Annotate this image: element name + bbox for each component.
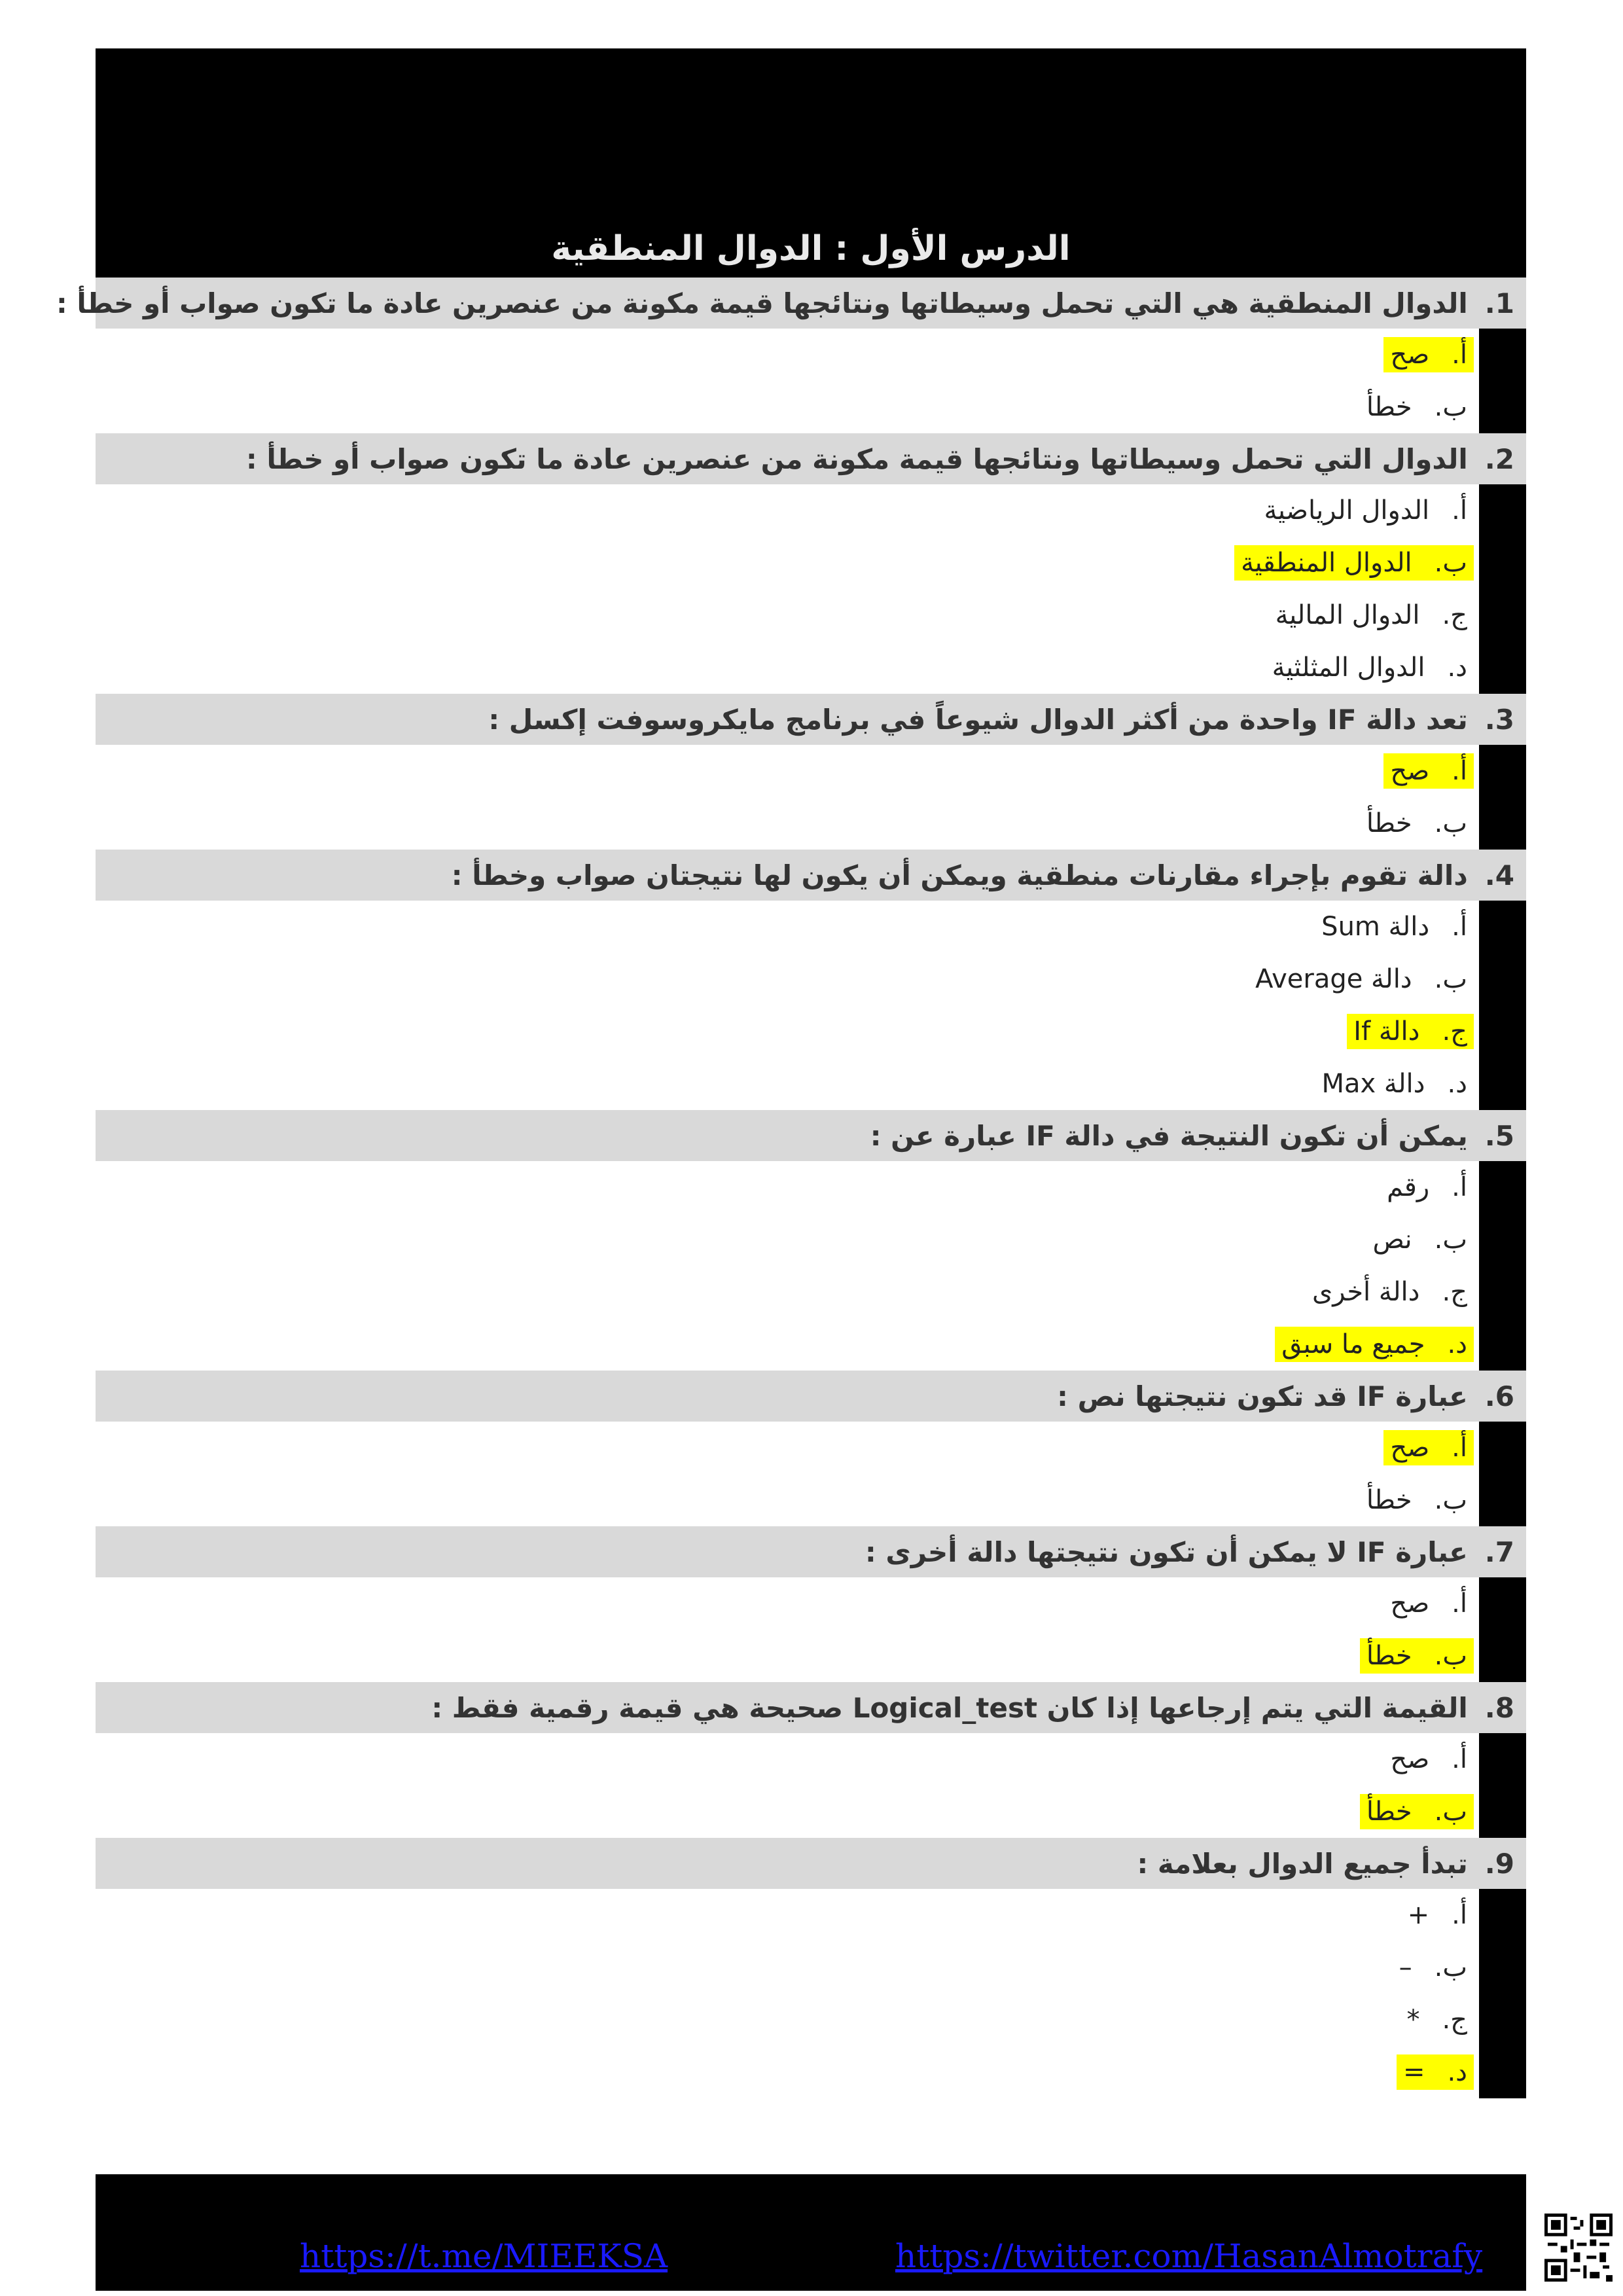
answer-option[interactable]: [96, 1889, 1526, 1941]
option-text: دالة Max: [1321, 1069, 1425, 1099]
option-letter: أ.: [1452, 495, 1467, 526]
answer-option[interactable]: [96, 1733, 1526, 1785]
option-letter: ب.: [1434, 964, 1467, 994]
question-number: 7.: [1484, 1535, 1514, 1568]
option-content: [1360, 1482, 1474, 1518]
option-text: دالة Average: [1255, 964, 1412, 994]
answer-option[interactable]: [96, 1577, 1526, 1630]
option-text: جميع ما سبق: [1281, 1329, 1425, 1359]
correct-answer-option[interactable]: [96, 745, 1526, 797]
options-group: [96, 745, 1526, 850]
answer-option[interactable]: [96, 381, 1526, 433]
option-text: صح: [1390, 1588, 1430, 1619]
answer-option[interactable]: [96, 1474, 1526, 1526]
option-side-bar: [1479, 901, 1526, 1110]
header-banner: [96, 48, 1526, 278]
twitter-link[interactable]: https://twitter.com/HasanAlmotrafy: [895, 2237, 1483, 2275]
option-text: خطأ: [1366, 1797, 1412, 1827]
question-number: 6.: [1484, 1380, 1514, 1412]
question-text: الدوال التي تحمل وسيطاتها ونتائجها قيمة مكونة من عنصرين عادة ما تكون صواب أو خطأ :: [246, 442, 1468, 475]
correct-answer-option[interactable]: [96, 1785, 1526, 1838]
option-content: [1315, 909, 1474, 944]
option-text: صح: [1390, 756, 1430, 786]
option-content: [1269, 598, 1474, 633]
answer-option[interactable]: [96, 1213, 1526, 1266]
option-content: [1347, 1014, 1474, 1049]
option-content: [1383, 337, 1474, 372]
option-content: [1360, 1638, 1474, 1674]
question-8: [96, 1682, 1526, 1733]
answer-option[interactable]: [96, 589, 1526, 641]
option-letter: ب.: [1434, 392, 1467, 422]
option-letter: أ.: [1452, 1588, 1467, 1619]
answer-option[interactable]: [96, 1994, 1526, 2046]
option-letter: د.: [1447, 1329, 1467, 1359]
option-text: الدوال الرياضية: [1264, 495, 1430, 526]
question-text: دالة تقوم بإجراء مقارنات منطقية ويمكن أن يكون لها نتيجتان صواب وخطأ :: [451, 859, 1468, 891]
question-number: 4.: [1484, 859, 1514, 891]
option-text: *: [1406, 2005, 1420, 2035]
option-content: [1360, 1794, 1474, 1829]
option-text: رقم: [1387, 1172, 1430, 1202]
option-text: خطأ: [1366, 1641, 1412, 1671]
option-letter: ج.: [1442, 1277, 1467, 1307]
option-letter: ج.: [1442, 2005, 1467, 2035]
option-content: [1360, 389, 1474, 425]
option-letter: ب.: [1434, 1797, 1467, 1827]
option-text: –: [1399, 1952, 1412, 1982]
options-group: [96, 1733, 1526, 1838]
option-letter: أ.: [1452, 912, 1467, 942]
question-number: 2.: [1484, 442, 1514, 475]
option-content: [1366, 1222, 1474, 1257]
option-side-bar: [1479, 1889, 1526, 2098]
quiz-list: [56, 278, 1526, 2098]
question-3: [96, 694, 1526, 745]
option-text: خطأ: [1366, 808, 1412, 838]
option-side-bar: [1479, 1422, 1526, 1526]
option-side-bar: [1479, 1733, 1526, 1838]
option-text: صح: [1390, 1433, 1430, 1463]
question-text: القيمة التي يتم إرجاعها إذا كان Logical_test صحيحة هي قيمة رقمية فقط :: [431, 1691, 1468, 1724]
option-text: الدوال المالية: [1275, 600, 1420, 630]
question-2: [96, 433, 1526, 484]
option-content: [1383, 1742, 1474, 1777]
question-text: عبارة IF قد تكون نتيجتها نص :: [1057, 1380, 1468, 1412]
options-group: [96, 901, 1526, 1110]
option-text: =: [1402, 2057, 1425, 2087]
option-letter: أ.: [1452, 1900, 1467, 1930]
question-number: 8.: [1484, 1691, 1514, 1724]
option-letter: ب.: [1434, 1952, 1467, 1982]
option-text: دالة If: [1353, 1016, 1420, 1047]
question-text: الدوال المنطقية هي التي تحمل وسيطاتها ونتائجها قيمة مكونة من عنصرين عادة ما تكون صواب أو خطأ :: [56, 287, 1468, 319]
question-text: عبارة IF لا يمكن أن تكون نتيجتها دالة أخرى :: [865, 1535, 1468, 1568]
option-letter: د.: [1447, 1069, 1467, 1099]
option-text: +: [1407, 1900, 1430, 1930]
option-content: [1397, 2054, 1474, 2090]
question-number: 1.: [1484, 287, 1514, 319]
correct-answer-option[interactable]: [96, 1630, 1526, 1682]
option-text: نص: [1372, 1225, 1412, 1255]
footer-banner: [96, 2174, 1526, 2291]
answer-option[interactable]: [96, 901, 1526, 953]
option-text: الدوال المثلثية: [1272, 653, 1425, 683]
option-letter: أ.: [1452, 1433, 1467, 1463]
answer-option[interactable]: [96, 797, 1526, 850]
answer-option[interactable]: [96, 1266, 1526, 1318]
option-letter: أ.: [1452, 340, 1467, 370]
option-letter: د.: [1447, 2057, 1467, 2087]
option-content: [1383, 753, 1474, 789]
option-text: الدوال المنطقية: [1241, 548, 1412, 578]
question-5: [96, 1110, 1526, 1161]
correct-answer-option[interactable]: [96, 2046, 1526, 2098]
question-number: 3.: [1484, 703, 1514, 736]
option-side-bar: [1479, 1577, 1526, 1682]
option-content: [1257, 493, 1474, 528]
option-text: صح: [1390, 1744, 1430, 1774]
option-content: [1383, 1430, 1474, 1465]
option-letter: أ.: [1452, 1744, 1467, 1774]
options-group: [96, 329, 1526, 433]
correct-answer-option[interactable]: [96, 1005, 1526, 1058]
correct-answer-option[interactable]: [96, 1318, 1526, 1371]
options-group: [96, 484, 1526, 694]
correct-answer-option[interactable]: [96, 1422, 1526, 1474]
option-letter: ب.: [1434, 1485, 1467, 1515]
question-text: تعد دالة IF واحدة من أكثر الدوال شيوعاً في برنامج مايكروسوفت إكسل :: [488, 703, 1468, 736]
option-letter: ب.: [1434, 1641, 1467, 1671]
question-9: [96, 1838, 1526, 1889]
qr-code-icon: [1544, 2214, 1613, 2282]
option-letter: ج.: [1442, 1016, 1467, 1047]
option-letter: د.: [1447, 653, 1467, 683]
option-content: [1249, 961, 1474, 997]
correct-answer-option[interactable]: [96, 329, 1526, 381]
option-side-bar: [1479, 484, 1526, 694]
answer-option[interactable]: [96, 1941, 1526, 1994]
answer-option[interactable]: [96, 1161, 1526, 1213]
option-content: [1401, 1897, 1474, 1933]
option-text: خطأ: [1366, 1485, 1412, 1515]
option-text: خطأ: [1366, 392, 1412, 422]
question-text: يمكن أن تكون النتيجة في دالة IF عبارة عن :: [870, 1119, 1468, 1152]
options-group: [96, 1889, 1526, 2098]
question-7: [96, 1526, 1526, 1577]
question-number: 9.: [1484, 1847, 1514, 1880]
option-content: [1393, 1950, 1474, 1985]
question-6: [96, 1371, 1526, 1422]
option-side-bar: [1479, 745, 1526, 850]
option-content: [1315, 1066, 1474, 1102]
option-side-bar: [1479, 329, 1526, 433]
option-letter: ج.: [1442, 600, 1467, 630]
options-group: [96, 1577, 1526, 1682]
option-text: دالة Sum: [1321, 912, 1430, 942]
lesson-title: الدرس الأول : الدوال المنطقية: [551, 229, 1071, 268]
option-content: [1380, 1170, 1474, 1205]
option-content: [1266, 650, 1474, 685]
answer-option[interactable]: [96, 953, 1526, 1005]
options-group: [96, 1161, 1526, 1371]
question-number: 5.: [1484, 1119, 1514, 1152]
question-4: [96, 850, 1526, 901]
option-letter: أ.: [1452, 1172, 1467, 1202]
option-content: [1360, 806, 1474, 841]
option-content: [1275, 1327, 1474, 1362]
correct-answer-option[interactable]: [96, 537, 1526, 589]
option-side-bar: [1479, 1161, 1526, 1371]
answer-option[interactable]: [96, 1058, 1526, 1110]
option-letter: أ.: [1452, 756, 1467, 786]
option-content: [1383, 1586, 1474, 1621]
telegram-link[interactable]: https://t.me/MIEEKSA: [300, 2237, 668, 2275]
option-content: [1400, 2002, 1474, 2037]
option-content: [1234, 545, 1474, 581]
option-letter: ب.: [1434, 548, 1467, 578]
option-content: [1306, 1274, 1474, 1310]
question-text: تبدأ جميع الدوال بعلامة :: [1137, 1847, 1468, 1880]
option-text: صح: [1390, 340, 1430, 370]
option-text: دالة أخرى: [1311, 1277, 1420, 1307]
option-letter: ب.: [1434, 1225, 1467, 1255]
question-1: [56, 278, 1526, 329]
option-letter: ب.: [1434, 808, 1467, 838]
answer-option[interactable]: [96, 484, 1526, 537]
options-group: [96, 1422, 1526, 1526]
answer-option[interactable]: [96, 641, 1526, 694]
